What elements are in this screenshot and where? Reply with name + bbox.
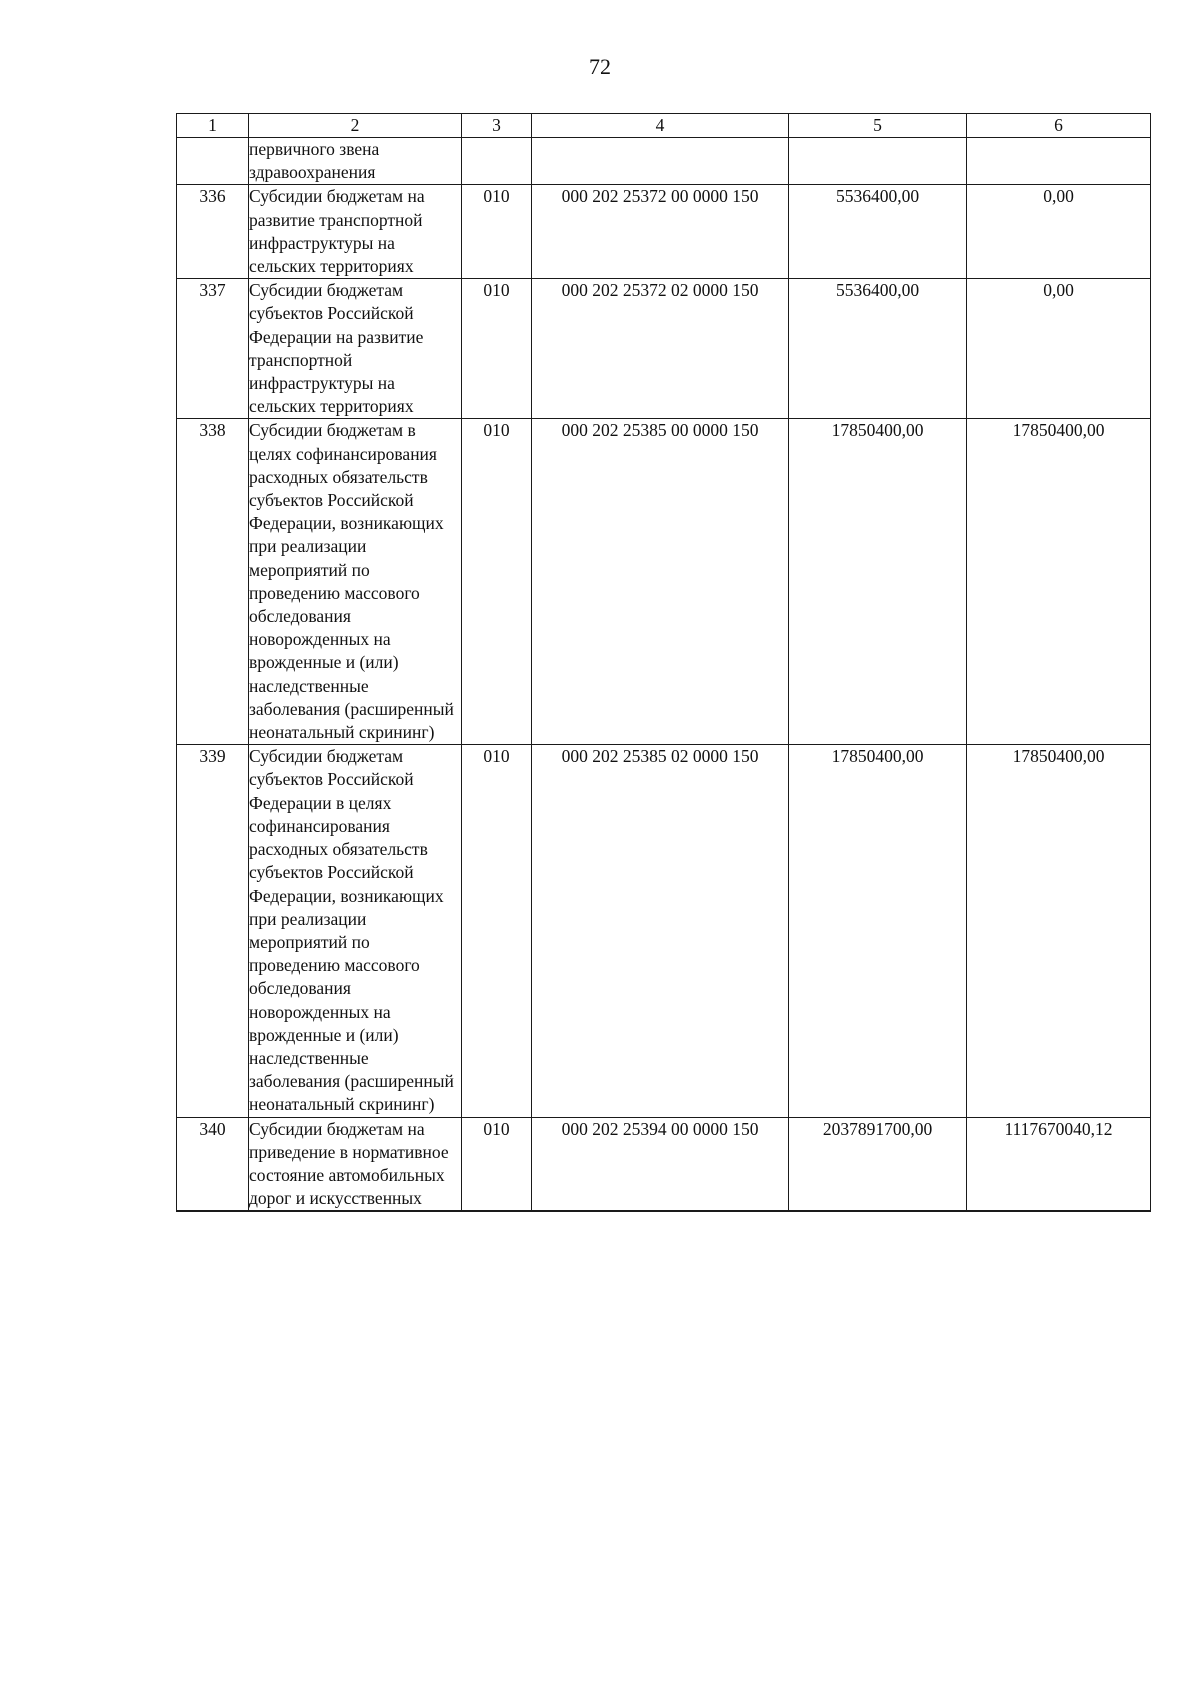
cell-kbk: 000 202 25372 02 0000 150 (532, 279, 789, 419)
table-row (177, 419, 1151, 745)
cell-num: 340 (177, 1117, 249, 1211)
cell-name: Субсидии бюджетам на приведение в нормативное состояние автомобильных дорог и искусственных (249, 1117, 462, 1211)
cell-kbk: 000 202 25385 00 0000 150 (532, 419, 789, 745)
cell-code (462, 138, 532, 185)
cell-executed: 0,00 (967, 185, 1151, 279)
table-row (177, 1117, 1151, 1211)
cell-name: Субсидии бюджетам субъектов Российской Федерации в целях софинансирования расходных обязательств субъектов Российской Федерации, возникающих при реализации мероприятий по проведению массового обследования новорожденных на врожденные и (или) наследственные заболевания (расширенный неонатальный скрининг) (249, 745, 462, 1117)
cell-amount: 17850400,00 (789, 419, 967, 745)
cell-code: 010 (462, 745, 532, 1117)
header-col-6: 6 (967, 114, 1151, 138)
cell-amount: 2037891700,00 (789, 1117, 967, 1211)
cell-amount (789, 138, 967, 185)
table-header-row (177, 114, 1151, 138)
cell-name: первичного звена здравоохранения (249, 138, 462, 185)
cell-kbk: 000 202 25385 02 0000 150 (532, 745, 789, 1117)
cell-num: 338 (177, 419, 249, 745)
cell-amount: 5536400,00 (789, 279, 967, 419)
cell-executed: 1117670040,12 (967, 1117, 1151, 1211)
cell-code: 010 (462, 1117, 532, 1211)
cell-kbk: 000 202 25372 00 0000 150 (532, 185, 789, 279)
cell-name: Субсидии бюджетам на развитие транспортной инфраструктуры на сельских территориях (249, 185, 462, 279)
cell-num (177, 138, 249, 185)
cell-amount: 5536400,00 (789, 185, 967, 279)
cell-name: Субсидии бюджетам субъектов Российской Федерации на развитие транспортной инфраструктуры на сельских территориях (249, 279, 462, 419)
cell-code: 010 (462, 419, 532, 745)
table-row-continuation (177, 138, 1151, 185)
cell-code: 010 (462, 185, 532, 279)
cell-amount: 17850400,00 (789, 745, 967, 1117)
header-col-2: 2 (249, 114, 462, 138)
header-col-1: 1 (177, 114, 249, 138)
cell-executed: 17850400,00 (967, 745, 1151, 1117)
cell-code: 010 (462, 279, 532, 419)
cell-num: 339 (177, 745, 249, 1117)
header-col-3: 3 (462, 114, 532, 138)
header-col-5: 5 (789, 114, 967, 138)
budget-table (176, 113, 1151, 1212)
cell-executed: 17850400,00 (967, 419, 1151, 745)
table-row (177, 279, 1151, 419)
header-col-4: 4 (532, 114, 789, 138)
cell-name: Субсидии бюджетам в целях софинансирования расходных обязательств субъектов Российской Федерации, возникающих при реализации мероприятий по проведению массового обследования новорожденных на врожденные и (или) наследственные заболевания (расширенный неонатальный скрининг) (249, 419, 462, 745)
table-row (177, 185, 1151, 279)
page-number: 72 (589, 54, 611, 79)
cell-num: 336 (177, 185, 249, 279)
table-row (177, 745, 1151, 1117)
cell-kbk (532, 138, 789, 185)
cell-kbk: 000 202 25394 00 0000 150 (532, 1117, 789, 1211)
cell-executed: 0,00 (967, 279, 1151, 419)
cell-executed (967, 138, 1151, 185)
cell-num: 337 (177, 279, 249, 419)
